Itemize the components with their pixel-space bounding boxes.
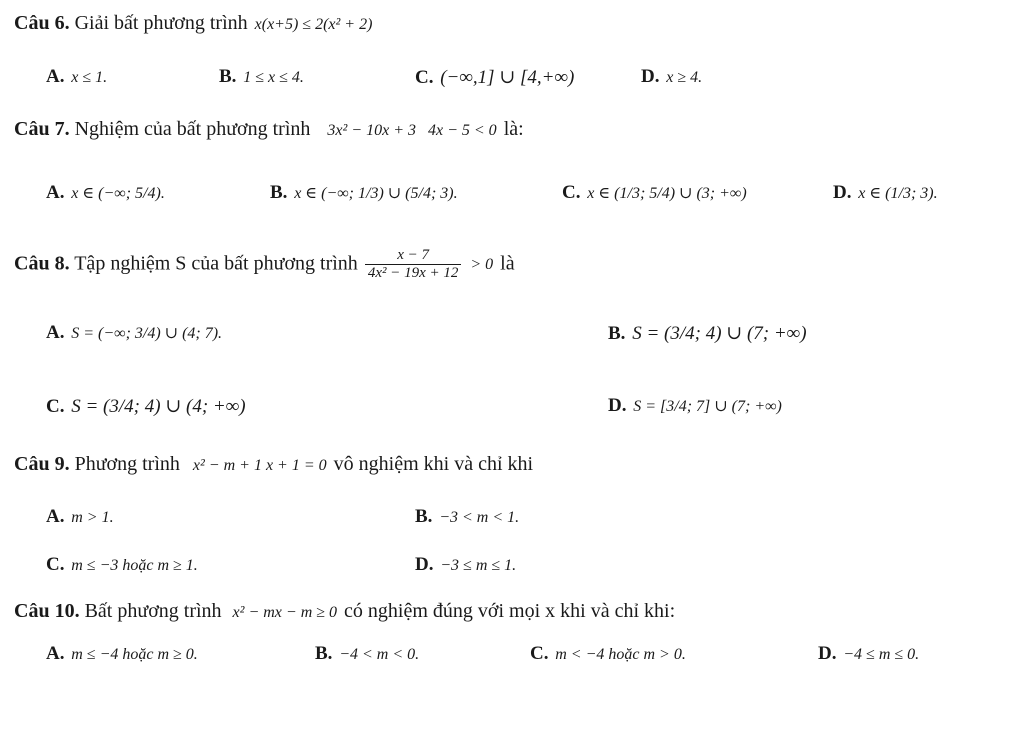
q10-option-b[interactable] <box>315 643 421 665</box>
question-8-fraction <box>365 247 462 283</box>
q8-option-c-text: S = (3/4; 4) ∪ (4; +∞) <box>71 396 246 417</box>
question-6-math: x(x+5) ≤ 2(x² + 2) <box>254 16 373 33</box>
q8-option-b[interactable] <box>608 322 809 345</box>
question-8-denominator: 4x² − 19x + 12 <box>367 265 459 282</box>
question-9-tail: vô nghiệm khi và chỉ khi <box>333 453 534 475</box>
q10-option-a-text: m ≤ −4 hoặc m ≥ 0. <box>71 646 198 663</box>
q10-option-b-label: B. <box>315 643 333 664</box>
question-6-text: Giải bất phương trình <box>74 12 248 34</box>
q9-option-d-text: −3 ≤ m ≤ 1. <box>440 557 517 574</box>
q8-option-d-text: S = [3/4; 7] ∪ (7; +∞) <box>633 398 782 415</box>
q10-option-a[interactable] <box>46 643 200 665</box>
q6-option-a-text: x ≤ 1. <box>71 69 108 86</box>
question-8-relation: > 0 <box>470 256 494 274</box>
question-8-text: Tập nghiệm S của bất phương trình <box>74 252 358 275</box>
question-9 <box>14 453 533 476</box>
question-9-label: Câu 9. <box>14 453 70 475</box>
question-10-math: x² − mx − m ≥ 0 <box>232 604 338 621</box>
q7-option-c-label: C. <box>562 182 581 203</box>
q7-option-b[interactable] <box>270 182 460 204</box>
question-8 <box>14 247 515 283</box>
q8-option-b-text: S = (3/4; 4) ∪ (7; +∞) <box>632 323 807 344</box>
q6-option-b[interactable] <box>219 66 306 88</box>
q10-option-d-text: −4 ≤ m ≤ 0. <box>843 646 920 663</box>
q10-option-d-label: D. <box>818 643 837 664</box>
q7-option-c-text: x ∈ (1/3; 5/4) ∪ (3; +∞) <box>587 185 747 202</box>
q9-option-a-text: m > 1. <box>71 509 114 526</box>
q9-option-d-label: D. <box>415 554 434 575</box>
q10-option-b-text: −4 < m < 0. <box>339 646 420 663</box>
question-7-text: Nghiệm của bất phương trình <box>74 118 311 140</box>
q10-option-c-label: C. <box>530 643 549 664</box>
q9-option-a-label: A. <box>46 506 65 527</box>
q7-option-d-text: x ∈ (1/3; 3). <box>858 185 938 202</box>
q8-option-a-text: S = (−∞; 3/4) ∪ (4; 7). <box>71 325 223 342</box>
q6-option-a-label: A. <box>46 66 65 87</box>
question-7-tail: là: <box>503 118 524 140</box>
q7-option-a[interactable] <box>46 182 167 204</box>
question-10-text: Bất phương trình <box>84 600 222 622</box>
q8-option-d-label: D. <box>608 395 627 416</box>
question-6-label: Câu 6. <box>14 12 70 34</box>
q8-option-c[interactable] <box>46 395 248 418</box>
q6-option-c[interactable] <box>415 66 576 89</box>
q9-option-c[interactable] <box>46 554 200 576</box>
q9-option-b-label: B. <box>415 506 433 527</box>
q7-option-b-text: x ∈ (−∞; 1/3) ∪ (5/4; 3). <box>294 185 458 202</box>
q9-option-d[interactable] <box>415 554 518 576</box>
question-7-label: Câu 7. <box>14 118 70 140</box>
question-8-numerator: x − 7 <box>365 247 462 265</box>
q8-option-c-label: C. <box>46 396 65 417</box>
q7-option-b-label: B. <box>270 182 288 203</box>
q9-option-a[interactable] <box>46 506 116 528</box>
q6-option-d-text: x ≥ 4. <box>666 69 703 86</box>
question-7 <box>14 118 524 141</box>
q6-option-b-text: 1 ≤ x ≤ 4. <box>243 69 304 86</box>
q6-option-d[interactable] <box>641 66 704 88</box>
q9-option-c-text: m ≤ −3 hoặc m ≥ 1. <box>71 557 198 574</box>
q6-option-c-label: C. <box>415 67 434 88</box>
q7-option-a-text: x ∈ (−∞; 5/4). <box>71 185 165 202</box>
q10-option-c-text: m < −4 hoặc m > 0. <box>555 646 686 663</box>
question-10 <box>14 600 675 623</box>
question-8-tail: là <box>500 252 515 275</box>
q10-option-d[interactable] <box>818 643 921 665</box>
q8-option-a-label: A. <box>46 322 65 343</box>
q8-option-d[interactable] <box>608 395 784 417</box>
q7-option-a-label: A. <box>46 182 65 203</box>
q7-option-d-label: D. <box>833 182 852 203</box>
q7-option-c[interactable] <box>562 182 749 204</box>
q8-option-b-label: B. <box>608 323 626 344</box>
q6-option-a[interactable] <box>46 66 109 88</box>
question-10-tail: có nghiệm đúng với mọi x khi và chỉ khi: <box>344 600 676 622</box>
q9-option-b-text: −3 < m < 1. <box>439 509 520 526</box>
question-9-text: Phương trình <box>74 453 180 475</box>
question-6 <box>14 12 374 35</box>
question-7-math: 3x² − 10x + 3 4x − 5 < 0 <box>327 122 497 139</box>
q9-option-b[interactable] <box>415 506 521 528</box>
q8-option-a[interactable] <box>46 322 224 344</box>
q6-option-c-text: (−∞,1] ∪ [4,+∞) <box>440 67 575 88</box>
q6-option-b-label: B. <box>219 66 237 87</box>
q10-option-a-label: A. <box>46 643 65 664</box>
question-8-label: Câu 8. <box>14 252 70 275</box>
q6-option-d-label: D. <box>641 66 660 87</box>
q7-option-d[interactable] <box>833 182 940 204</box>
question-9-math: x² − m + 1 x + 1 = 0 <box>192 457 327 474</box>
q9-option-c-label: C. <box>46 554 65 575</box>
question-10-label: Câu 10. <box>14 600 80 622</box>
q10-option-c[interactable] <box>530 643 688 665</box>
